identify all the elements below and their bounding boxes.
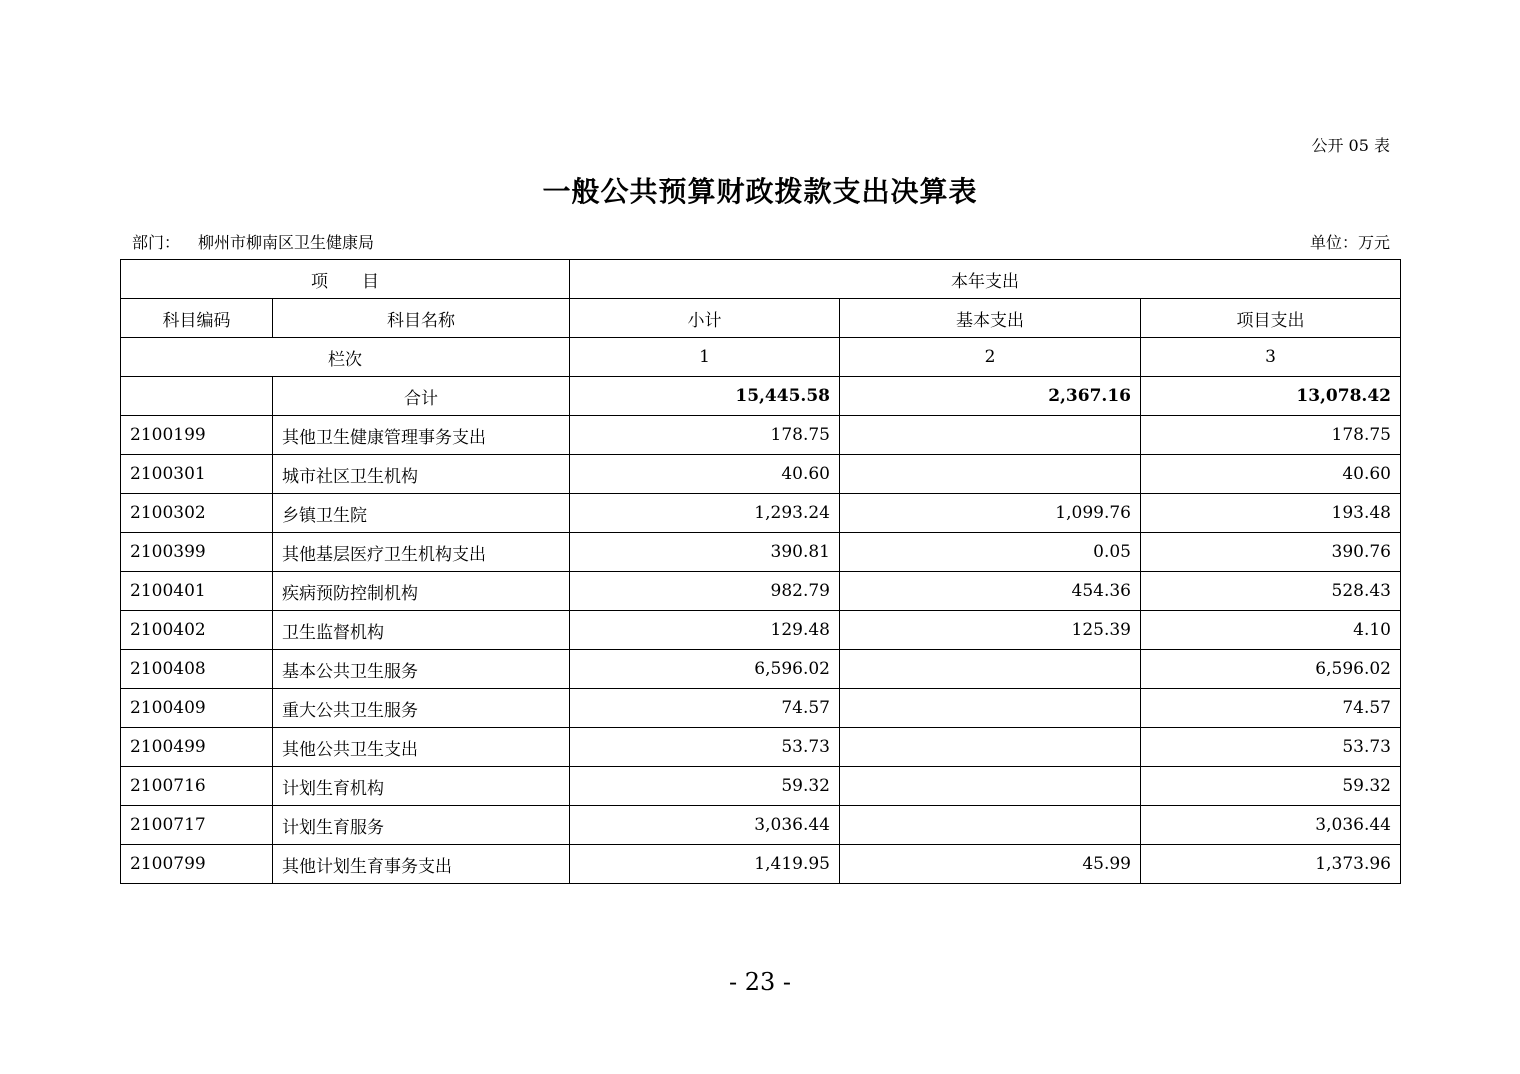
row-basic bbox=[840, 767, 1141, 806]
row-subtotal: 1,419.95 bbox=[570, 845, 840, 884]
row-basic bbox=[840, 728, 1141, 767]
row-basic bbox=[840, 689, 1141, 728]
row-name: 其他卫生健康管理事务支出 bbox=[273, 416, 570, 455]
expenditure-table bbox=[120, 259, 1401, 884]
column-index-2: 2 bbox=[840, 338, 1141, 377]
total-subtotal: 15,445.58 bbox=[570, 377, 840, 416]
department-label: 部门： bbox=[132, 233, 181, 252]
row-code: 2100717 bbox=[121, 806, 273, 845]
row-basic bbox=[840, 416, 1141, 455]
row-subtotal: 6,596.02 bbox=[570, 650, 840, 689]
row-project: 1,373.96 bbox=[1141, 845, 1401, 884]
department-value: 柳州市柳南区卫生健康局 bbox=[198, 233, 375, 252]
row-subtotal: 982.79 bbox=[570, 572, 840, 611]
table-row bbox=[121, 494, 1401, 533]
row-name: 城市社区卫生机构 bbox=[273, 455, 570, 494]
row-name: 疾病预防控制机构 bbox=[273, 572, 570, 611]
header-row-1 bbox=[121, 260, 1401, 299]
total-label: 合计 bbox=[273, 377, 570, 416]
row-code: 2100199 bbox=[121, 416, 273, 455]
row-basic: 454.36 bbox=[840, 572, 1141, 611]
row-project: 6,596.02 bbox=[1141, 650, 1401, 689]
table-row bbox=[121, 767, 1401, 806]
header-row-2 bbox=[121, 299, 1401, 338]
page-number: - 23 - bbox=[728, 968, 791, 996]
department-line bbox=[132, 230, 374, 253]
table-row bbox=[121, 845, 1401, 884]
row-subtotal: 390.81 bbox=[570, 533, 840, 572]
column-index-row bbox=[121, 338, 1401, 377]
table-row bbox=[121, 728, 1401, 767]
header-code: 科目编码 bbox=[121, 299, 273, 338]
total-code bbox=[121, 377, 273, 416]
row-code: 2100409 bbox=[121, 689, 273, 728]
row-subtotal: 129.48 bbox=[570, 611, 840, 650]
row-project: 40.60 bbox=[1141, 455, 1401, 494]
total-project: 13,078.42 bbox=[1141, 377, 1401, 416]
row-basic: 1,099.76 bbox=[840, 494, 1141, 533]
row-subtotal: 40.60 bbox=[570, 455, 840, 494]
row-name: 卫生监督机构 bbox=[273, 611, 570, 650]
row-project: 53.73 bbox=[1141, 728, 1401, 767]
column-index-label: 栏次 bbox=[121, 338, 570, 377]
row-basic bbox=[840, 806, 1141, 845]
unit-label: 单位：万元 bbox=[1309, 233, 1390, 252]
table-row bbox=[121, 650, 1401, 689]
row-basic bbox=[840, 455, 1141, 494]
column-index-3: 3 bbox=[1141, 338, 1401, 377]
table-row bbox=[121, 806, 1401, 845]
row-project: 3,036.44 bbox=[1141, 806, 1401, 845]
table-row bbox=[121, 572, 1401, 611]
row-project: 193.48 bbox=[1141, 494, 1401, 533]
table-row bbox=[121, 455, 1401, 494]
row-name: 计划生育机构 bbox=[273, 767, 570, 806]
row-name: 其他基层医疗卫生机构支出 bbox=[273, 533, 570, 572]
row-subtotal: 178.75 bbox=[570, 416, 840, 455]
row-code: 2100408 bbox=[121, 650, 273, 689]
table-row bbox=[121, 416, 1401, 455]
row-code: 2100799 bbox=[121, 845, 273, 884]
header-name: 科目名称 bbox=[273, 299, 570, 338]
row-project: 178.75 bbox=[1141, 416, 1401, 455]
row-subtotal: 74.57 bbox=[570, 689, 840, 728]
row-project: 74.57 bbox=[1141, 689, 1401, 728]
row-subtotal: 3,036.44 bbox=[570, 806, 840, 845]
row-code: 2100302 bbox=[121, 494, 273, 533]
form-code: 公开 05 表 bbox=[1311, 136, 1390, 155]
row-subtotal: 1,293.24 bbox=[570, 494, 840, 533]
row-name: 基本公共卫生服务 bbox=[273, 650, 570, 689]
row-code: 2100399 bbox=[121, 533, 273, 572]
header-project: 项目支出 bbox=[1141, 299, 1401, 338]
row-name: 重大公共卫生服务 bbox=[273, 689, 570, 728]
row-subtotal: 59.32 bbox=[570, 767, 840, 806]
row-project: 390.76 bbox=[1141, 533, 1401, 572]
row-name: 其他公共卫生支出 bbox=[273, 728, 570, 767]
column-index-1: 1 bbox=[570, 338, 840, 377]
header-subtotal: 小计 bbox=[570, 299, 840, 338]
page-title: 一般公共预算财政拨款支出决算表 bbox=[542, 175, 978, 208]
row-code: 2100401 bbox=[121, 572, 273, 611]
header-item: 项 目 bbox=[121, 260, 570, 299]
row-code: 2100301 bbox=[121, 455, 273, 494]
row-project: 59.32 bbox=[1141, 767, 1401, 806]
header-current-year: 本年支出 bbox=[570, 260, 1401, 299]
row-project: 528.43 bbox=[1141, 572, 1401, 611]
row-subtotal: 53.73 bbox=[570, 728, 840, 767]
row-name: 计划生育服务 bbox=[273, 806, 570, 845]
row-name: 乡镇卫生院 bbox=[273, 494, 570, 533]
row-basic: 0.05 bbox=[840, 533, 1141, 572]
row-code: 2100402 bbox=[121, 611, 273, 650]
row-code: 2100499 bbox=[121, 728, 273, 767]
header-basic: 基本支出 bbox=[840, 299, 1141, 338]
row-basic: 125.39 bbox=[840, 611, 1141, 650]
row-code: 2100716 bbox=[121, 767, 273, 806]
row-project: 4.10 bbox=[1141, 611, 1401, 650]
table-row bbox=[121, 611, 1401, 650]
total-basic: 2,367.16 bbox=[840, 377, 1141, 416]
row-basic: 45.99 bbox=[840, 845, 1141, 884]
table-row bbox=[121, 533, 1401, 572]
total-row bbox=[121, 377, 1401, 416]
table-row bbox=[121, 689, 1401, 728]
row-basic bbox=[840, 650, 1141, 689]
row-name: 其他计划生育事务支出 bbox=[273, 845, 570, 884]
